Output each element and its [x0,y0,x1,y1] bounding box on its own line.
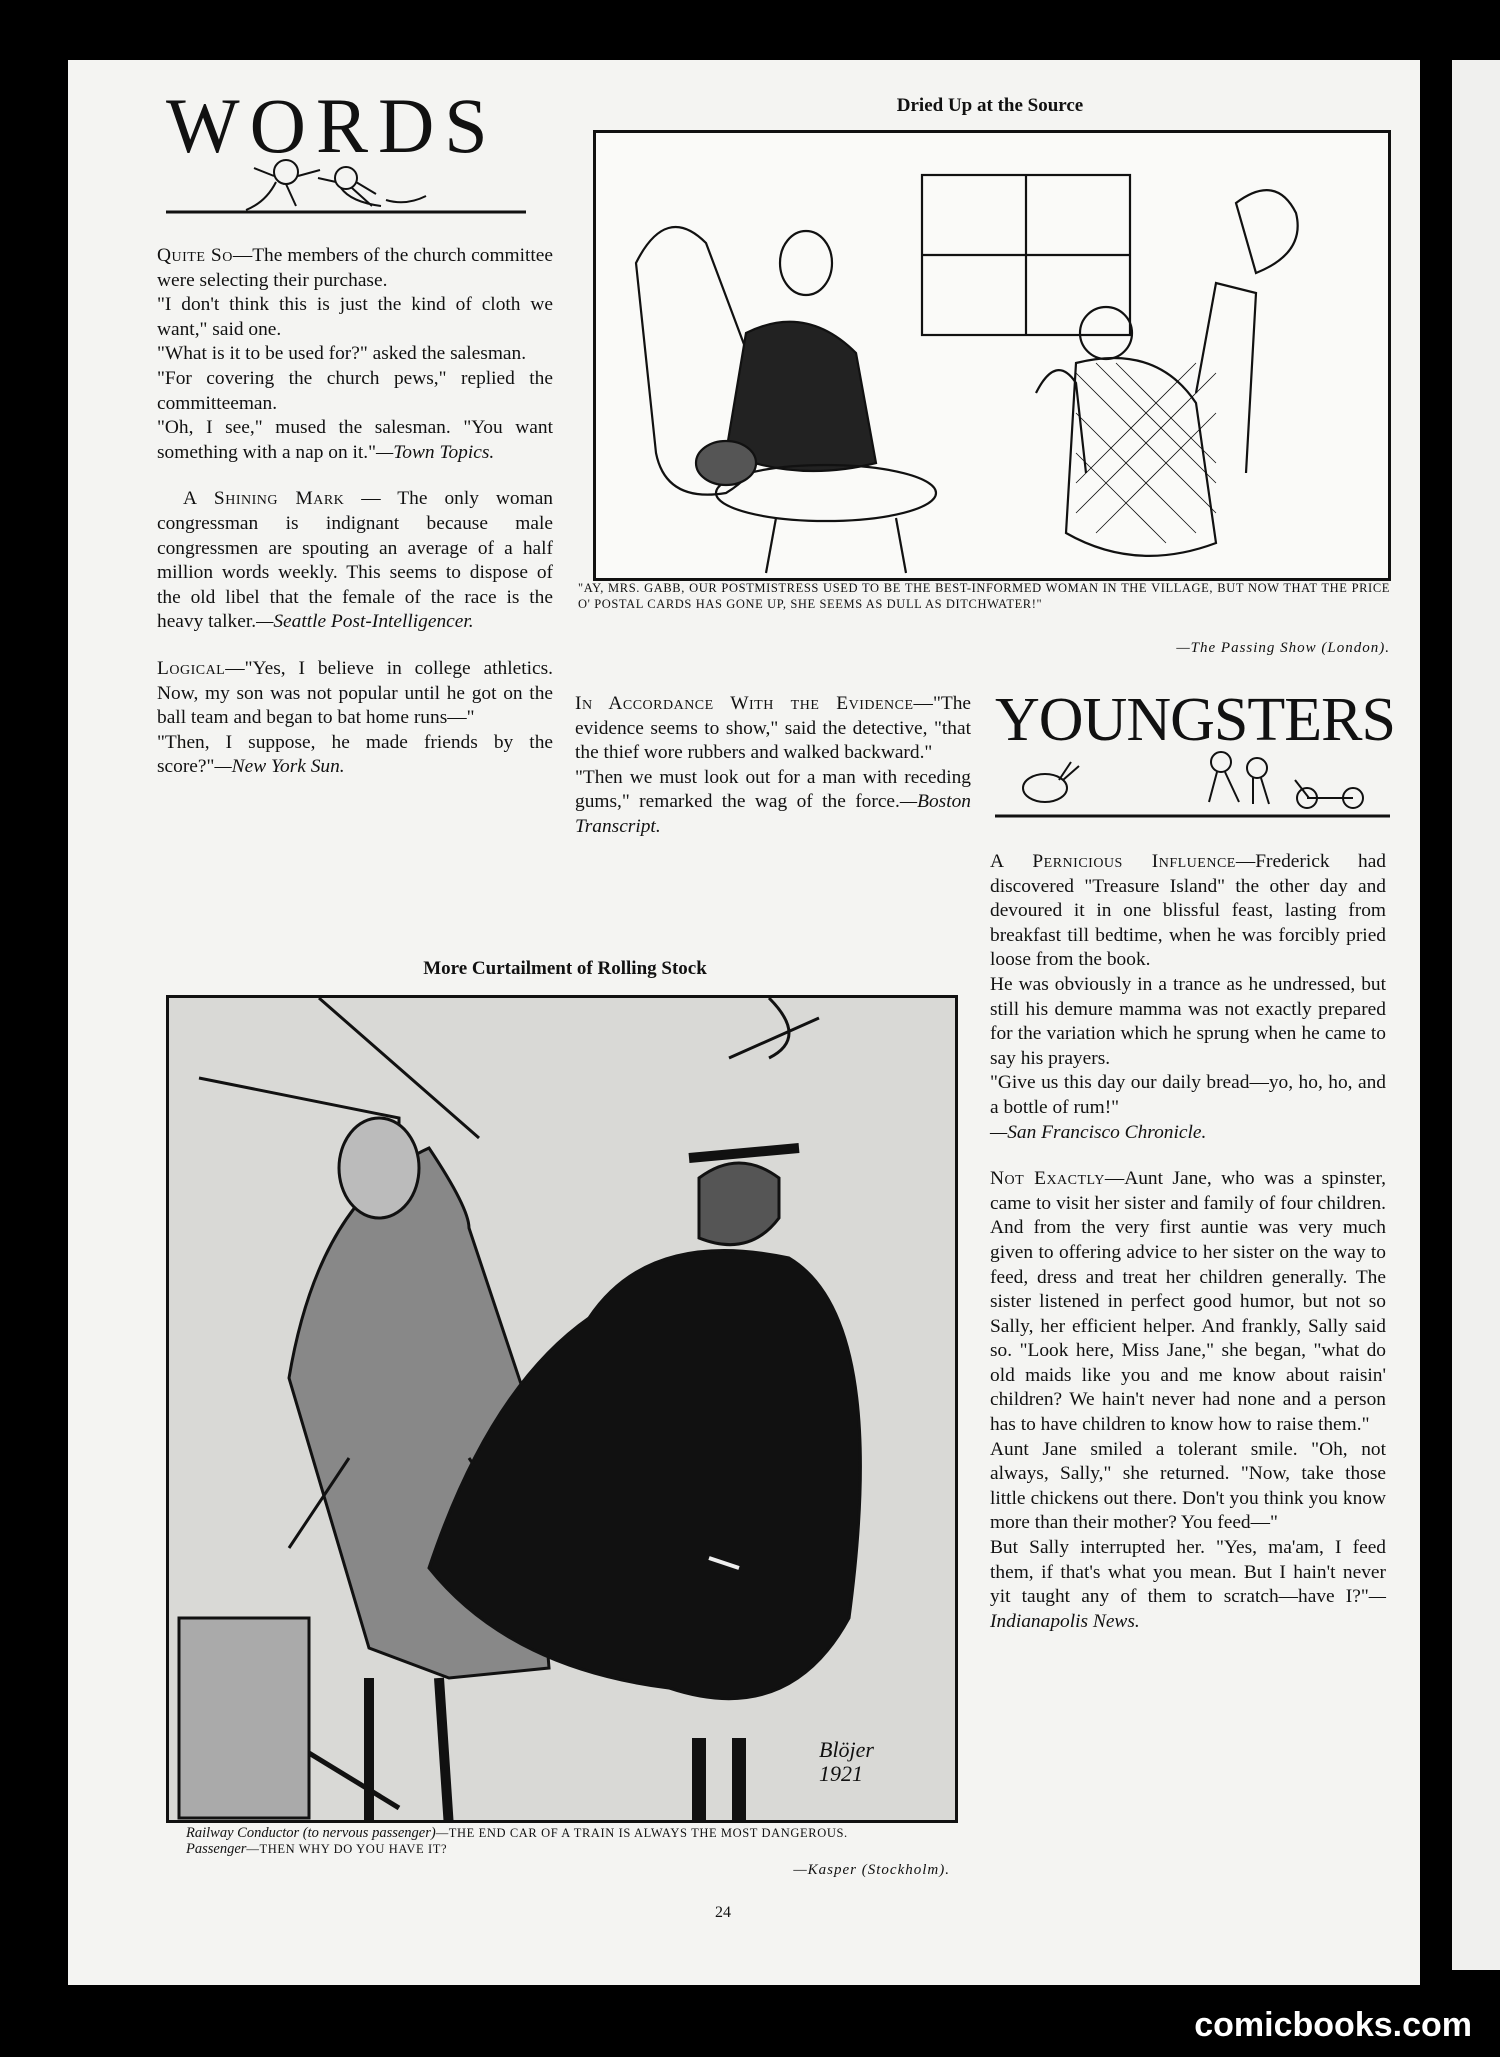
joke-text: "Give us this day our daily bread—yo, ho, ho, and a bottle of rum!" [990,1072,1386,1118]
joke-text: He was obviously in a trance as he undressed, but still his demure mamma was not exactly prepared for the variation which he sprung when he came to say his prayers. [990,973,1386,1069]
joke-text: — The only woman congressman is indignant because male congressmen are spouting an average of a half million words weekly. This seems to dispose of the old libel that the female of the race is the heavy talker. [157,488,553,633]
left-column [157,244,553,802]
cartoon-gossip-illustration [596,133,1388,578]
middle-column [575,692,971,862]
joke-text: Aunt Jane smiled a tolerant smile. "Oh, not always, Sally," she returned. "Now, take those little chickens out there. Don't you think you know more than their mother? You feed—" [990,1438,1386,1534]
artist-signature: Blöjer 1921 [819,1737,874,1786]
joke-text: "Oh, I see," mused the salesman. "You want something with a nap on it." [157,417,553,463]
youngsters-banner [995,686,1395,828]
joke-text: "Then we must look out for a man with receding gums," remarked the wag of the force. [575,766,971,813]
joke-text: —The members of the church committee were selecting their purchase. [157,245,554,291]
joke-text: But Sally interrupted her. "Yes, ma'am, I feed them, if that's what you mean. But I hain't never yit taught any of them to scratch—have I?" [990,1537,1386,1608]
joke-logical [157,657,553,780]
bottom-cartoon-frame [166,995,958,1823]
right-column [990,850,1386,1656]
children-rabbit-illustration [995,740,1390,820]
youngsters-title: YOUNGSTERS [995,686,1395,754]
joke-evidence [575,692,971,840]
caption-speaker: Railway Conductor (to nervous passenger) [186,1825,436,1841]
caption-speaker: Passenger [186,1841,247,1857]
page-number: 24 [715,1904,731,1921]
joke-text: "I don't think this is just the kind of cloth we want," said one. [157,294,553,340]
joke-heading: Not Exactly [990,1168,1105,1190]
joke-heading: A Shining Mark [183,488,345,510]
words-banner [166,82,566,236]
joke-text: —Aunt Jane, who was a spinster, came to visit her sister and family of four children. And from the very first auntie was very much given to offering advice to her sister on the way to feed, dress and treat her children generally. The sister listened in perfect good humor, but not so Sally, her efficient helper. And frankly, Sally said so. "Look here, Miss Jane," she began, "what do old maids like you and me know about raisin' children? We hain't never had none and a person has to have children to know how to raise them." [990,1168,1386,1436]
joke-text: "Then, I suppose, he made friends by the score?" [157,731,553,778]
fighting-children-illustration [166,142,566,222]
joke-text: —Frederick had discovered "Treasure Island" the other day and devoured it in one blissful feast, lasting from breakfast till bedtime, when he was forcibly pried loose from the book. [990,851,1386,971]
joke-pernicious [990,850,1386,1145]
top-cartoon-caption: "AY, MRS. GABB, OUR POSTMISTRESS USED TO BE THE BEST-INFORMED WOMAN IN THE VILLAGE, BUT NOW THAT THE PRICE O' POSTAL CARDS HAS GONE UP, SHE SEEMS AS DULL AS DITCHWATER!" [578,581,1390,611]
joke-not-exactly [990,1167,1386,1634]
joke-source: —Town Topics. [376,441,495,463]
next-page-edge [1452,60,1500,1970]
joke-text: —"Yes, I believe in college athletics. Now, my son was not popular until he got on the ball team and began to bat home runs—" [157,657,553,729]
caption-text: —THEN WHY DO YOU HAVE IT? [246,1842,448,1856]
joke-quite-so [157,244,553,465]
joke-shining-mark [157,487,553,635]
words-title: WORDS [166,82,498,169]
cartoon-conductor-illustration [169,998,955,1820]
joke-heading: Quite So [157,245,233,266]
joke-source: —Seattle Post-Intelligencer. [256,611,474,633]
joke-source: —New York Sun. [214,756,345,778]
joke-heading: Logical [157,657,226,679]
joke-source: —San Francisco Chronicle. [990,1121,1207,1143]
joke-heading: In Accordance With the Evidence [575,693,914,714]
joke-source: —Indianapolis News. [990,1586,1386,1632]
joke-text: "For covering the church pews," replied the committeeman. [157,367,553,414]
top-cartoon-title: Dried Up at the Source [896,95,1084,116]
caption-text: —THE END CAR OF A TRAIN IS ALWAYS THE MOST DANGEROUS. [435,1826,848,1840]
joke-heading: A Pernicious Influence [990,851,1236,872]
joke-source: —Boston Transcript. [575,791,971,837]
joke-text: "What is it to be used for?" asked the salesman. [157,343,527,365]
site-watermark: comicbooks.com [1194,2006,1472,2044]
joke-text: —"The evidence seems to show," said the detective, "that the thief wore rubbers and walked backward." [575,693,971,764]
top-cartoon-frame [593,130,1391,581]
bottom-cartoon-caption [166,1825,952,1857]
bottom-cartoon-title: More Curtailment of Rolling Stock [423,958,707,979]
bottom-cartoon-credit: —Kasper (Stockholm). [793,1862,950,1878]
top-cartoon-credit: —The Passing Show (London). [1176,640,1390,656]
